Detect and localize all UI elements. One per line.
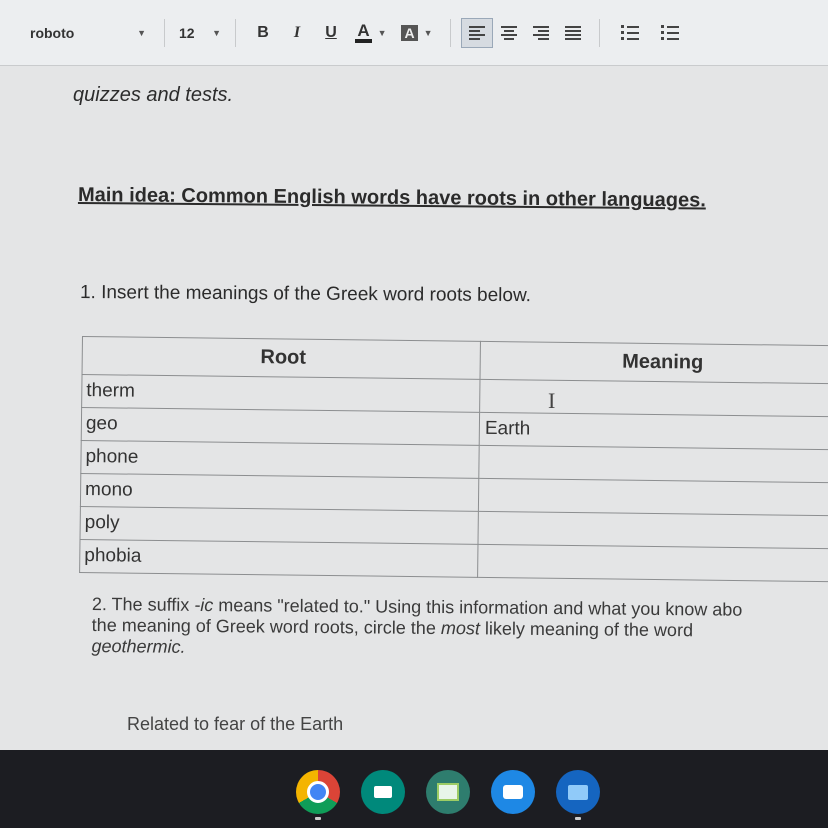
- justify-icon: [565, 26, 581, 40]
- highlight-icon: A: [401, 25, 417, 41]
- root-cell[interactable]: mono: [80, 473, 478, 511]
- align-left-icon: [469, 26, 485, 40]
- camera-icon[interactable]: [491, 770, 535, 814]
- bulleted-list-button[interactable]: [650, 18, 690, 48]
- q2-text: the meaning of Greek word roots, circle the: [91, 614, 441, 639]
- text-cursor-icon: I: [548, 388, 556, 413]
- numbered-list-button[interactable]: [610, 18, 650, 48]
- font-size-dropdown[interactable]: [175, 18, 225, 48]
- chevron-down-icon: ▼: [377, 27, 387, 38]
- toolbar-divider: [235, 19, 236, 47]
- root-cell[interactable]: phobia: [80, 539, 478, 577]
- roots-table: [79, 336, 828, 582]
- bold-button[interactable]: B: [257, 23, 269, 41]
- highlight-color-button[interactable]: [394, 18, 440, 48]
- q2-text: 2. The suffix: [91, 594, 195, 615]
- underline-button[interactable]: U: [325, 23, 337, 41]
- header-meaning: Meaning: [480, 341, 828, 383]
- slides-icon[interactable]: [426, 770, 470, 814]
- align-right-icon: [533, 26, 549, 40]
- meaning-cell[interactable]: [478, 511, 828, 548]
- align-left-button[interactable]: [461, 18, 493, 48]
- chevron-down-icon: ▼: [423, 27, 433, 38]
- font-family-dropdown[interactable]: [14, 18, 154, 48]
- font-family-value: roboto: [30, 24, 75, 41]
- q2-suffix: -ic: [194, 594, 214, 616]
- main-idea-heading: Main idea: Common English words have roots in other languages.: [77, 184, 706, 212]
- question-2: [91, 594, 828, 664]
- q2-emphasis: most: [440, 618, 480, 639]
- numbered-list-icon: [621, 25, 639, 40]
- root-cell[interactable]: poly: [80, 506, 478, 544]
- meaning-cell[interactable]: [480, 379, 828, 416]
- meaning-cell[interactable]: [478, 544, 828, 581]
- q2-word: geothermic.: [91, 635, 186, 657]
- root-cell[interactable]: therm: [82, 375, 480, 413]
- video-icon[interactable]: [361, 770, 405, 814]
- files-icon[interactable]: [556, 770, 600, 814]
- answer-option[interactable]: Related to fear of the Earth: [127, 714, 344, 734]
- running-indicator: [315, 817, 321, 820]
- taskbar: [0, 750, 828, 828]
- align-center-button[interactable]: [493, 18, 525, 48]
- q2-text: means "related to." Using this information and what you know abo: [213, 595, 743, 620]
- question-1: 1. Insert the meanings of the Greek word roots below.: [79, 282, 532, 307]
- root-cell[interactable]: phone: [81, 440, 479, 478]
- document-page[interactable]: [0, 66, 828, 750]
- bulleted-list-icon: [661, 25, 679, 40]
- align-center-icon: [501, 26, 517, 40]
- header-root: Root: [82, 337, 480, 380]
- justify-button[interactable]: [557, 18, 589, 48]
- toolbar-divider: [450, 19, 451, 47]
- root-cell[interactable]: geo: [81, 408, 479, 446]
- formatting-toolbar: [0, 0, 828, 66]
- italic-button[interactable]: I: [293, 23, 301, 41]
- toolbar-divider: [599, 19, 600, 47]
- intro-text: quizzes and tests.: [73, 84, 234, 106]
- text-color-button[interactable]: [348, 18, 394, 48]
- q2-text: likely meaning of the word: [479, 618, 694, 641]
- align-right-button[interactable]: [525, 18, 557, 48]
- running-indicator: [575, 817, 581, 820]
- chrome-icon[interactable]: [296, 770, 340, 814]
- chevron-down-icon: ▼: [212, 27, 221, 38]
- chevron-down-icon: ▼: [137, 27, 146, 38]
- text-color-icon: A: [355, 23, 371, 43]
- font-size-value: 12: [179, 24, 195, 41]
- meaning-cell[interactable]: [478, 478, 828, 515]
- meaning-cell[interactable]: [479, 445, 828, 482]
- toolbar-divider: [164, 19, 165, 47]
- meaning-cell[interactable]: Earth: [479, 412, 828, 449]
